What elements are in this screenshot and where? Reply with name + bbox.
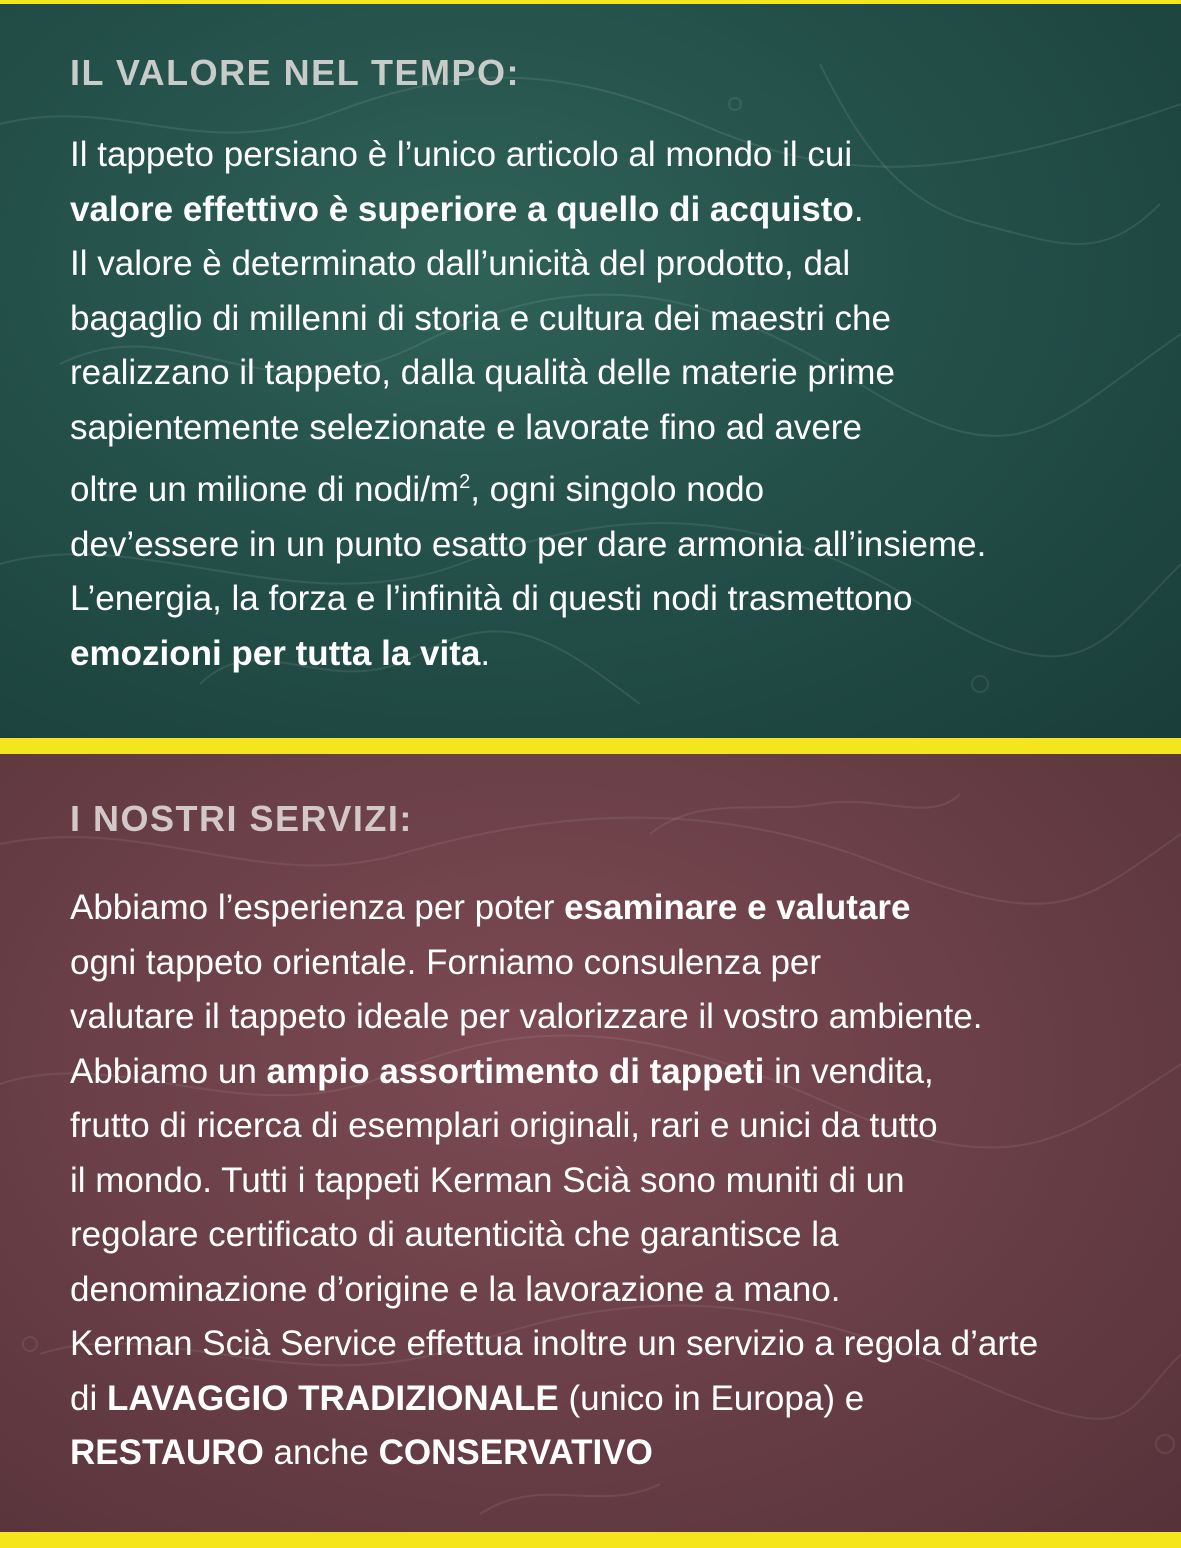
bold-phrase: ampio assortimento di tappeti: [266, 1051, 765, 1091]
text-line: Il valore è determinato dall’unicità del prodotto, dal: [70, 244, 851, 283]
text-line: [70, 183, 1170, 238]
text-line: [70, 1426, 1170, 1481]
text-line: bagaglio di millenni di storia e cultura dei maestri che: [70, 298, 891, 338]
text-line: [70, 455, 1170, 518]
text-line: Il tappeto persiano è l’unico articolo al mondo il cui: [70, 135, 853, 174]
text-fragment: anche: [263, 1433, 379, 1472]
text-fragment: .: [853, 189, 864, 229]
section-body-text: [70, 881, 1170, 1481]
text-fragment: in vendita,: [764, 1051, 934, 1091]
bold-phrase: valore effettivo è superiore a quello di acquisto: [70, 189, 854, 229]
text-line: dev’essere in un punto esatto per dare armonia all’insieme.: [70, 524, 987, 564]
text-line: L’energia, la forza e l’infinità di questi nodi trasmettono: [70, 579, 913, 618]
text-fragment: , ogni singolo nodo: [470, 470, 765, 509]
text-fragment: oltre un milione di nodi/m: [70, 470, 460, 509]
bold-phrase: LAVAGGIO TRADIZIONALE: [106, 1378, 559, 1418]
value-section: [0, 4, 1181, 738]
bold-phrase: esaminare e valutare: [564, 888, 911, 927]
text-fragment: (unico in Europa) e: [558, 1378, 865, 1418]
text-fragment: Abbiamo l’esperienza per poter: [70, 888, 565, 927]
text-line: [70, 1045, 1170, 1100]
text-line: il mondo. Tutti i tappeti Kerman Scià sono muniti di un: [70, 1160, 905, 1200]
text-line: Kerman Scià Service effettua inoltre un servizio a regola d’arte: [70, 1324, 1039, 1363]
text-line: regolare certificato di autenticità che garantisce la: [70, 1215, 839, 1254]
text-line: [70, 881, 1170, 936]
section-body-text: [70, 128, 1170, 681]
text-line: [70, 1372, 1170, 1427]
bold-phrase: emozioni per tutta la vita: [70, 633, 481, 673]
bold-phrase: CONSERVATIVO: [378, 1433, 653, 1472]
section-heading: IL VALORE NEL TEMPO:: [70, 52, 521, 93]
section-heading: I NOSTRI SERVIZI:: [70, 798, 413, 839]
text-fragment: Abbiamo un: [70, 1051, 267, 1091]
text-line: ogni tappeto orientale. Forniamo consulenza per: [70, 942, 822, 982]
text-line: frutto di ricerca di esemplari originali, rari e unici da tutto: [70, 1106, 938, 1145]
superscript: 2: [459, 471, 471, 493]
text-fragment: di: [70, 1378, 107, 1418]
text-line: valutare il tappeto ideale per valorizzare il vostro ambiente.: [70, 997, 983, 1036]
text-line: realizzano il tappeto, dalla qualità delle materie prime: [70, 353, 895, 392]
text-fragment: .: [480, 633, 491, 673]
text-line: [70, 627, 1170, 682]
text-line: sapientemente selezionate e lavorate fino ad avere: [70, 407, 862, 447]
services-section: [0, 754, 1181, 1532]
bold-phrase: RESTAURO: [70, 1433, 264, 1472]
text-line: denominazione d’origine e la lavorazione a mano.: [70, 1269, 841, 1309]
